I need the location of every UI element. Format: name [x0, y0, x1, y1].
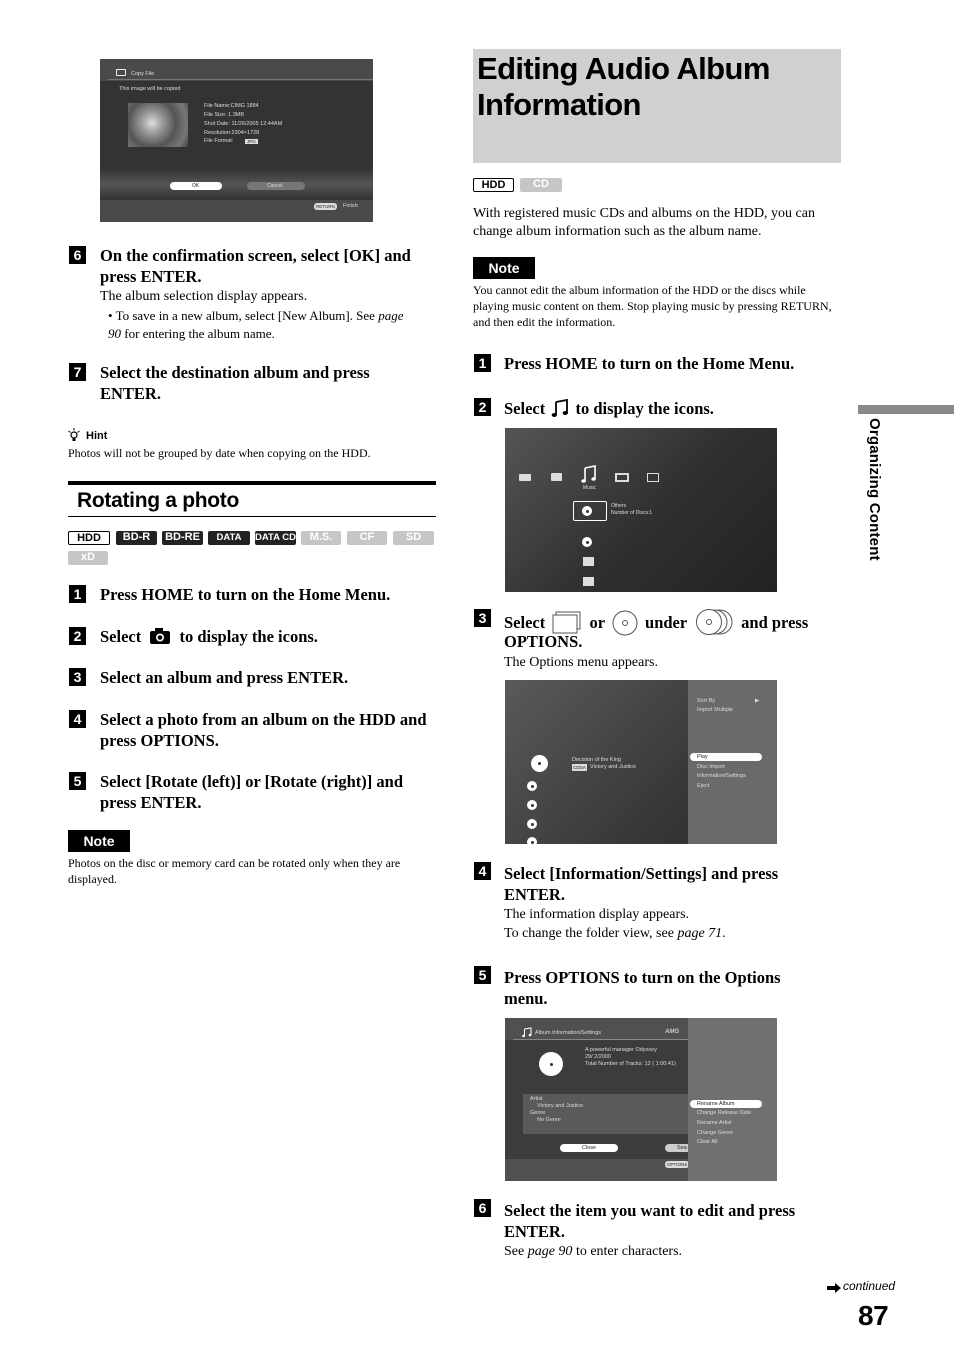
cd-icon	[531, 755, 548, 772]
audio-step-2	[504, 398, 714, 419]
rotate-step-4: Select a photo from an album on the HDD and press OPTIONS.	[100, 710, 427, 750]
step-text: Select	[100, 627, 142, 646]
media-badge: HDD	[473, 178, 514, 192]
menu-item[interactable]: Sort By	[697, 698, 716, 704]
step-number: 2	[69, 627, 86, 645]
folder-icon	[583, 557, 594, 566]
discs-count: Number of Discs:1	[611, 510, 653, 516]
page-number: 87	[858, 1300, 889, 1331]
copy-file-title: Copy File	[131, 71, 155, 77]
cd-icon	[539, 1052, 563, 1076]
media-badge: DATA CD	[255, 532, 296, 543]
music-note-icon	[551, 398, 569, 418]
finish-label: Finish	[343, 203, 358, 209]
media-badge: DATA DVD	[208, 531, 250, 545]
field-value[interactable]: No Genre	[537, 1117, 561, 1123]
media-badge: xD	[68, 551, 108, 565]
media-badge: M.S.	[301, 531, 341, 545]
continued-label: continued	[843, 1279, 896, 1293]
field-label: Genre	[530, 1110, 546, 1116]
field-value[interactable]: Victory and Justice	[537, 1103, 584, 1109]
hint-label: Hint	[86, 430, 108, 442]
cd-outline-icon	[612, 610, 638, 636]
rotate-step-1: Press HOME to turn on the Home Menu.	[100, 585, 391, 604]
step-number: 3	[69, 668, 86, 686]
step-4-folder-note	[504, 925, 726, 943]
menu-item[interactable]: Clear All	[697, 1139, 718, 1145]
menu-item[interactable]: Information/Settings	[697, 773, 746, 779]
cd-stack-icon	[694, 608, 734, 636]
music-note-icon	[581, 465, 597, 485]
step-6-bullet	[108, 307, 418, 343]
copy-message: This image will be copied	[119, 86, 181, 92]
step-text: Select	[504, 613, 546, 632]
toolbox-icon	[519, 474, 531, 481]
ok-label: OK	[192, 183, 200, 189]
step-number: 4	[474, 862, 491, 880]
side-tab-bar	[858, 405, 954, 414]
menu-item[interactable]: Rename Album	[697, 1101, 735, 1107]
menu-item[interactable]: Play	[697, 754, 708, 760]
step-number: 7	[69, 363, 86, 381]
media-badge: CD	[520, 178, 562, 192]
home-menu-screenshot	[505, 428, 777, 592]
section-underline	[68, 516, 436, 517]
menu-item[interactable]: Rename Artist	[697, 1120, 732, 1126]
info-line: File Format:	[204, 138, 234, 144]
photo-thumbnail	[128, 103, 188, 147]
step-number: 6	[69, 246, 86, 264]
cd-icon	[582, 537, 592, 547]
cdda-badge: CDDA	[573, 765, 586, 770]
media-badge: SD	[393, 531, 434, 545]
audio-step-5: Press OPTIONS to turn on the Options menu.	[504, 968, 781, 1008]
rotate-step-3: Select an album and press ENTER.	[100, 668, 349, 687]
music-note-icon	[522, 1025, 532, 1036]
menu-item[interactable]: Change Release Date	[697, 1110, 752, 1116]
note-text: Photos on the disc or memory card can be rotated only when they are displayed.	[68, 856, 401, 886]
step-text: or	[589, 613, 605, 632]
step-number: 6	[474, 1199, 491, 1217]
step-text: and press	[741, 613, 809, 632]
others-label: Others	[611, 503, 627, 509]
page-ref: page 90	[527, 1244, 573, 1259]
bullet-text: • To save in a new album, select [New Album]. See	[108, 308, 379, 323]
step-text: to display the icons.	[575, 399, 714, 418]
step-number: 5	[474, 966, 491, 984]
copy-file-screenshot	[100, 59, 373, 222]
step-number: 1	[474, 354, 491, 372]
media-badge: HDD	[68, 531, 110, 545]
cd-icon	[527, 819, 537, 829]
step-text: under	[645, 613, 687, 632]
step-text: Select	[504, 399, 546, 418]
rotate-step-2	[100, 626, 318, 647]
input-icon	[647, 473, 659, 482]
step-6-instruction: On the confirmation screen, select [OK] and press ENTER.	[100, 246, 411, 286]
note-label: Note	[473, 257, 535, 279]
cd-icon	[527, 837, 537, 844]
hint-bulb-icon	[68, 428, 80, 442]
side-tab-label: Organizing Content	[866, 418, 883, 561]
jpg-badge: JPG	[247, 139, 256, 144]
hint-text: Photos will not be grouped by date when copying on the HDD.	[68, 446, 371, 460]
album-detail: 29/ 2/2000	[585, 1054, 611, 1060]
menu-item[interactable]: Import Multiple	[697, 707, 734, 713]
menu-item[interactable]: Eject	[697, 783, 710, 789]
rotate-step-5: Select [Rotate (left)] or [Rotate (right)] and press ENTER.	[100, 772, 403, 812]
continued-arrow-icon	[826, 1281, 842, 1293]
info-line: Shot Date: 11/26/2005 12:44AM	[204, 121, 283, 127]
step-number: 2	[474, 398, 491, 416]
menu-item[interactable]: Change Genre	[697, 1130, 734, 1136]
artist-name: Victory and Justice	[590, 764, 637, 770]
step-3-result: The Options menu appears.	[504, 655, 658, 670]
body-text: To change the folder view, see	[504, 926, 678, 941]
album-info-header: Album Information/Settings	[535, 1030, 602, 1036]
album-detail: A powerful manager Odyssey	[585, 1047, 657, 1053]
audio-step-4: Select [Information/Settings] and press ENTER.	[504, 864, 779, 904]
album-info-screenshot	[505, 1018, 777, 1181]
camera-icon	[116, 69, 126, 76]
step-number: 3	[474, 609, 491, 627]
camera-icon	[149, 627, 171, 645]
intro-text: With registered music CDs and albums on the HDD, you can change album information such as the album name.	[473, 206, 815, 239]
album-detail: Total Number of Tracks: 12 ( 1:00:41)	[585, 1061, 676, 1067]
info-line: File Name:CIMG 1884	[204, 103, 259, 109]
section-rule	[68, 481, 436, 485]
info-line: Resolution:2304×1728	[204, 130, 260, 136]
audio-step-1: Press HOME to turn on the Home Menu.	[504, 354, 795, 373]
music-label: Music	[583, 485, 597, 491]
amg-logo: AMG	[665, 1029, 679, 1035]
camera-icon	[551, 473, 562, 481]
folder-icon	[583, 577, 594, 586]
body-text: to enter characters.	[572, 1244, 683, 1259]
step-text: to display the icons.	[179, 627, 318, 646]
body-text: .	[722, 926, 726, 941]
note-text: You cannot edit the album information of the HDD or the discs while playing music content on them. Stop playing music by pressing RETURN, and then edit the information.	[473, 283, 832, 329]
section-title: Rotating a photo	[77, 489, 240, 512]
step-number: 5	[69, 772, 86, 790]
cd-icon	[582, 506, 592, 516]
bullet-text: for entering the album name.	[121, 326, 275, 341]
field-label: Artist	[530, 1096, 543, 1102]
page-title: Editing Audio Album Information	[477, 51, 770, 122]
audio-step-6: Select the item you want to edit and press ENTER.	[504, 1201, 796, 1241]
menu-item[interactable]: Disc Import	[697, 764, 725, 770]
search-label: Sea	[677, 1145, 687, 1151]
cancel-label: Cancel	[267, 183, 283, 189]
page-ref: page 90	[108, 308, 404, 341]
close-label: Close	[582, 1145, 597, 1151]
cd-icon	[527, 800, 537, 810]
note-label: Note	[68, 830, 130, 852]
media-badge: BD-R	[116, 531, 157, 545]
body-text: See	[504, 1244, 528, 1259]
return-key: RETURN	[316, 204, 335, 209]
album-name: Decision of the King	[572, 757, 621, 763]
step-6-see-page	[504, 1243, 682, 1261]
audio-step-3-line2: OPTIONS.	[504, 632, 583, 651]
step-4-result: The information display appears.	[504, 907, 690, 922]
options-menu-screenshot	[505, 680, 777, 844]
options-key: OPTIONS	[667, 1162, 688, 1167]
media-badge: CF	[347, 531, 387, 545]
step-6-result: The album selection display appears.	[100, 289, 308, 304]
info-line: File Size: 1.3MB	[204, 112, 245, 118]
page-ref: page 71	[677, 926, 723, 941]
step-7-instruction: Select the destination album and press ENTER.	[100, 363, 370, 403]
cd-icon	[527, 781, 537, 791]
submenu-arrow-icon: ▶	[755, 698, 760, 704]
step-number: 4	[69, 710, 86, 728]
step-number: 1	[69, 585, 86, 603]
media-badge: BD-RE	[162, 531, 203, 545]
film-icon	[615, 473, 629, 482]
